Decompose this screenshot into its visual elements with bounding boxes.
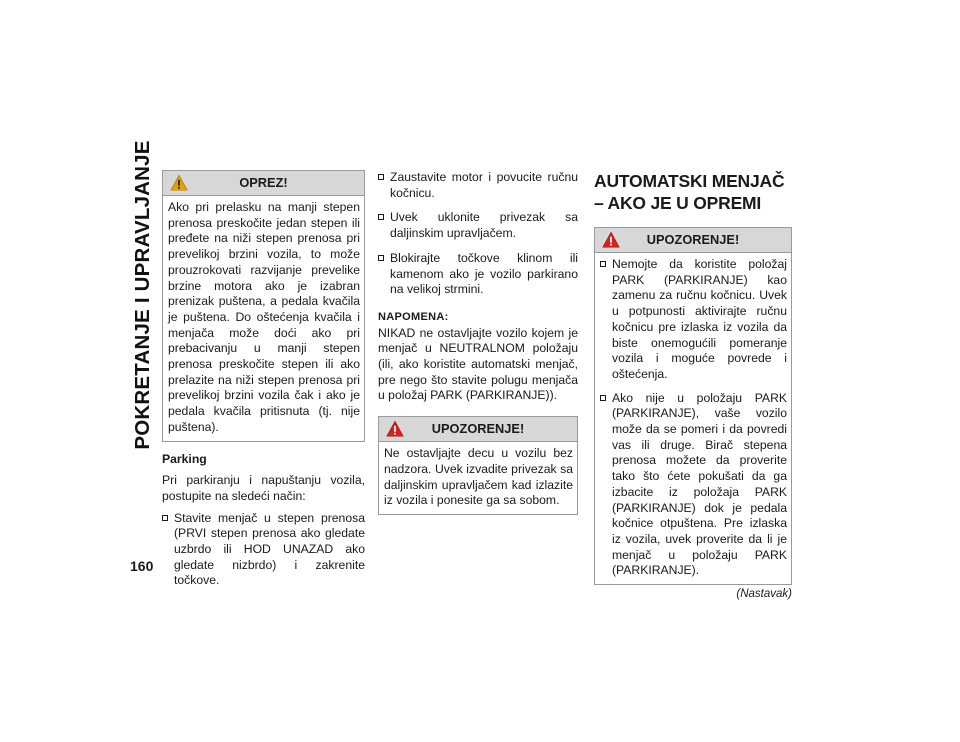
checkbox-bullet-icon bbox=[378, 174, 384, 180]
warning-box-header bbox=[379, 417, 577, 442]
warning-triangle-icon bbox=[386, 420, 404, 438]
caution-box-title: OPREZ! bbox=[239, 175, 288, 190]
list-item-text: Blokirajte točkove klinom ili kamenom ako je vozilo parkirano na velikoj strmini. bbox=[390, 250, 578, 297]
warning-box bbox=[594, 227, 792, 585]
warning-box-text: Ne ostavljajte decu u vozilu bez nadzora. Uvek izvadite privezak sa daljinskim upravljačem kad izlazite iz vozila i ponesite ga sa sobom. bbox=[384, 446, 573, 508]
checkbox-bullet-icon bbox=[600, 395, 606, 401]
warning-box-header bbox=[595, 228, 791, 253]
caution-box-text: Ako pri prelasku na manji stepen prenosa preskočite jedan stepen ili pređete na niži stepen prenosa pri prevelikoj brzini vozila, to može prouzrokovati razvijanje prevelike brzine motora ako je izabran prenizak puštena, a pedala kvačila je puštena. Do oštećenja kvačila i menjača može doći ako pri prebacivanju u manji stepen prenosa preskočite stepen ili ako prelazite na niži stepen prenosa pri prevelikoj brzini vozila čak i ako je pedala kvačila pritisnuta (tj. nije puštena). bbox=[168, 200, 360, 434]
list-item bbox=[600, 391, 787, 579]
note-text: NIKAD ne ostavljajte vozilo kojem je menjač u NEUTRALNOM položaju (ili, ako koristite automatski menjač, pre nego što stavite polugu menjača u položaj PARK (PARKIRANJE)). bbox=[378, 325, 578, 403]
section-title: AUTOMATSKI MENJAČ – AKO JE U OPREMI bbox=[594, 171, 785, 213]
list-item bbox=[162, 511, 365, 590]
checkbox-bullet-icon bbox=[378, 255, 384, 261]
warning-box-title: UPOZORENJE! bbox=[646, 232, 740, 247]
page-number: 160 bbox=[130, 558, 154, 574]
list-item-text: Zaustavite motor i povucite ručnu kočnicu. bbox=[390, 170, 578, 200]
checkbox-bullet-icon bbox=[162, 515, 168, 521]
checkbox-bullet-icon bbox=[378, 214, 384, 220]
list-item bbox=[378, 170, 578, 201]
column-1 bbox=[162, 170, 365, 589]
continued-label: (Nastavak) bbox=[736, 588, 792, 601]
warning-box bbox=[378, 416, 578, 515]
warning-triangle-icon bbox=[602, 231, 620, 249]
parking-intro: Pri parkiranju i napuštanju vozila, postupite na sledeći način: bbox=[162, 473, 365, 503]
chapter-side-tab bbox=[131, 140, 155, 450]
list-item-text: Uvek uklonite privezak sa daljinskim upravljačem. bbox=[390, 210, 578, 241]
caution-box bbox=[162, 170, 365, 442]
warning-box-body bbox=[595, 253, 791, 584]
warning-triangle-icon bbox=[170, 174, 188, 192]
column-2 bbox=[378, 170, 578, 515]
note-title: NAPOMENA: bbox=[378, 310, 449, 323]
caution-box-header bbox=[163, 171, 364, 196]
list-item-text: Ako nije u položaju PARK (PARKIRANJE), vaše vozilo može da se pomeri i da povredi vas ili druge. Birač stepena prenosa možete da proverite tako što ćete pokušati da ga izbacite iz položaja PARK (PARKIRANJE) dok je pedala kočnice otpuštena. Pre izlaska iz vozila, uvek proverite da li je menjač u položaju PARK (PARKIRANJE). bbox=[612, 390, 787, 578]
column-3 bbox=[594, 170, 792, 603]
checkbox-bullet-icon bbox=[600, 261, 606, 267]
chapter-title: POKRETANJE I UPRAVLJANJE bbox=[131, 140, 154, 450]
list-item bbox=[378, 210, 578, 241]
list-item-text: Stavite menjač u stepen prenosa (PRVI stepen prenosa ako gledate uzbrdo ili HOD UNAZAD ako gledate nizbrdo) i zakrenite točkove. bbox=[174, 510, 365, 588]
list-item-text: Nemojte da koristite položaj PARK (PARKIRANJE) kao zamenu za ručnu kočnicu. Uvek u potpunosti aktivirajte ručnu kočnicu pre izlaska iz vozila da biste onemogućili pomeranje vozila i moguće povrede i oštećenja. bbox=[612, 257, 787, 381]
list-item bbox=[600, 257, 787, 383]
warning-box-title: UPOZORENJE! bbox=[431, 421, 525, 437]
parking-heading: Parking bbox=[162, 451, 207, 466]
list-item bbox=[378, 251, 578, 298]
